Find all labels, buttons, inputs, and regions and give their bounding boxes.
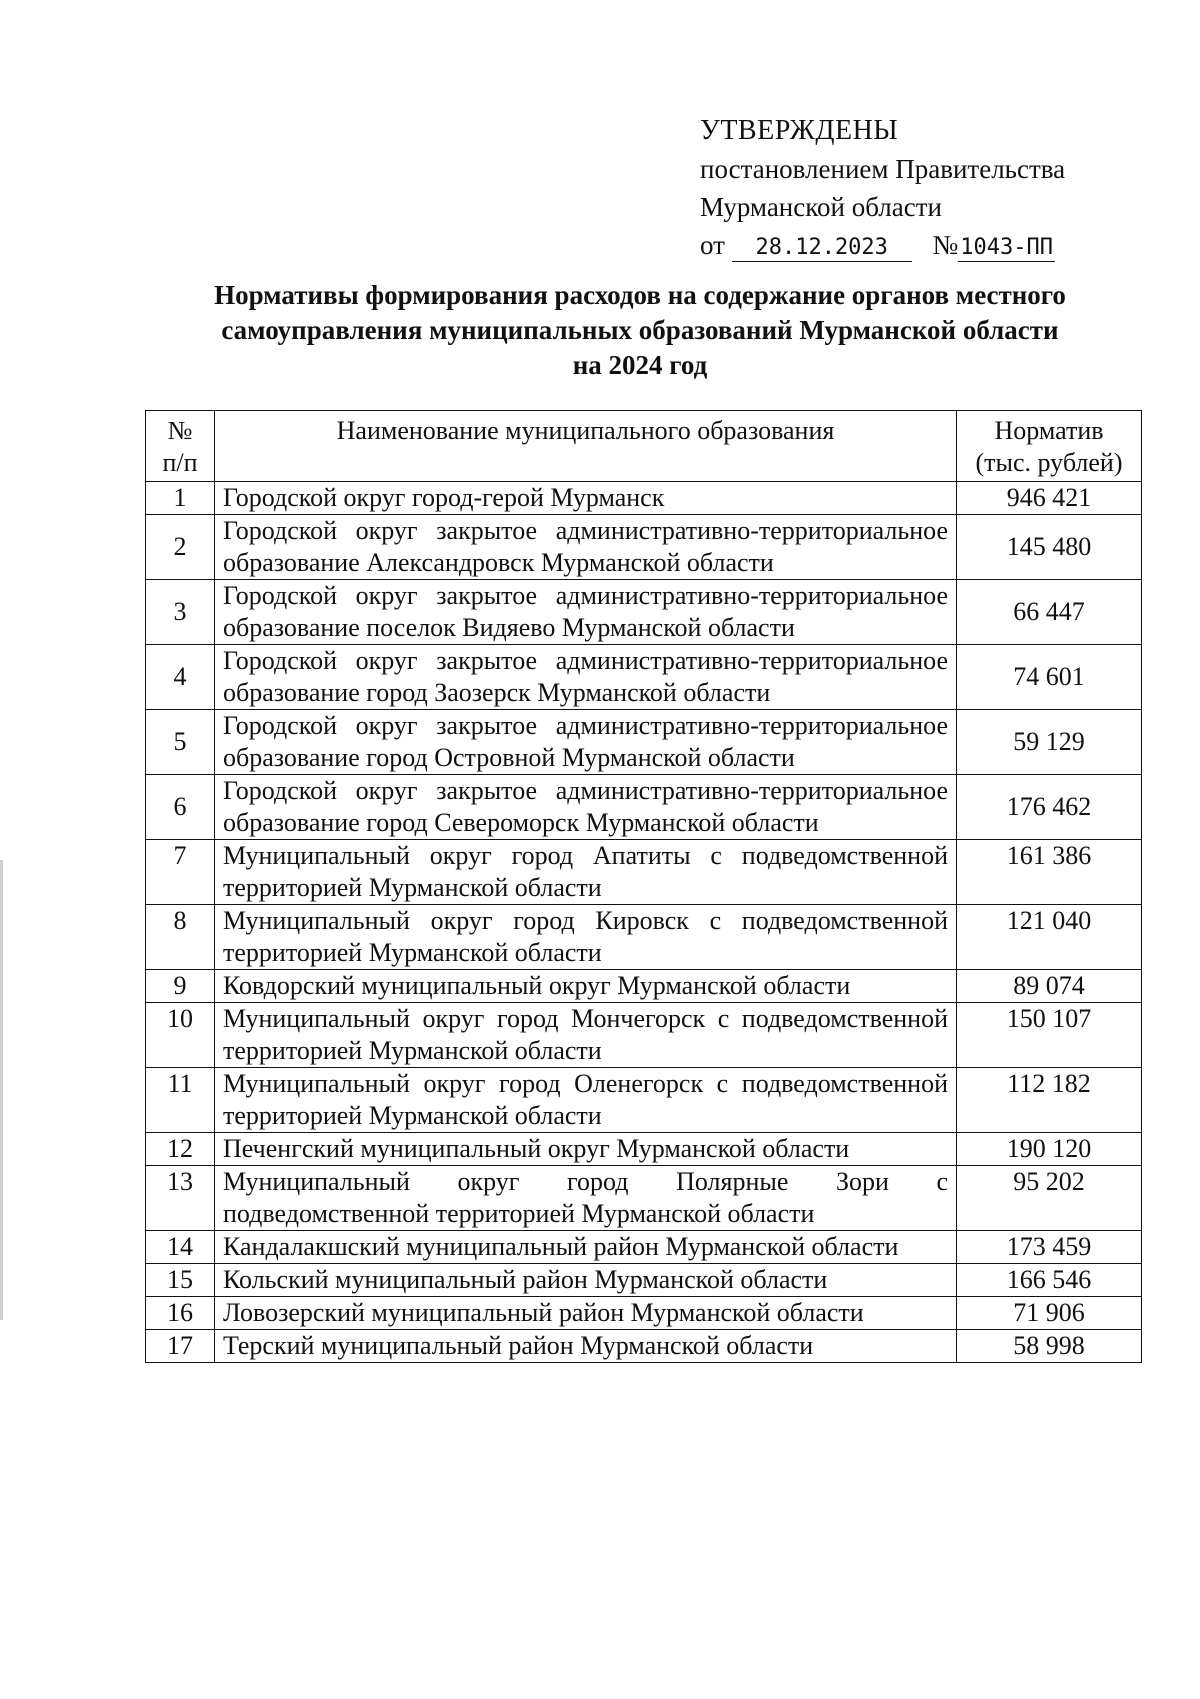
row-norm-value: 121 040 xyxy=(957,905,1142,970)
row-number: 15 xyxy=(146,1264,215,1297)
table-row xyxy=(146,482,1142,515)
row-municipality-name: Муниципальный округ город Полярные Зори с подведомственной территорией Мурманской области xyxy=(215,1166,957,1231)
row-number: 10 xyxy=(146,1003,215,1068)
approval-number: 1043-ПП xyxy=(960,235,1053,260)
row-municipality-name: Ловозерский муниципальный район Мурманской области xyxy=(215,1297,957,1330)
row-number: 14 xyxy=(146,1231,215,1264)
row-municipality-name: Терский муниципальный район Мурманской области xyxy=(215,1330,957,1363)
row-norm-value: 161 386 xyxy=(957,840,1142,905)
row-number: 7 xyxy=(146,840,215,905)
row-number: 9 xyxy=(146,970,215,1003)
approval-stamp xyxy=(700,112,1065,264)
row-norm-value: 166 546 xyxy=(957,1264,1142,1297)
row-norm-value: 112 182 xyxy=(957,1068,1142,1133)
row-norm-value: 74 601 xyxy=(957,645,1142,710)
row-number: 12 xyxy=(146,1133,215,1166)
row-norm-value: 58 998 xyxy=(957,1330,1142,1363)
row-number: 5 xyxy=(146,710,215,775)
header-value: Норматив (тыс. рублей) xyxy=(957,411,1142,482)
row-norm-value: 71 906 xyxy=(957,1297,1142,1330)
row-municipality-name: Ковдорский муниципальный округ Мурманской области xyxy=(215,970,957,1003)
row-norm-value: 173 459 xyxy=(957,1231,1142,1264)
row-number: 6 xyxy=(146,775,215,840)
row-number: 2 xyxy=(146,515,215,580)
approval-date: 28.12.2023 xyxy=(732,235,912,262)
row-number: 13 xyxy=(146,1166,215,1231)
table-row xyxy=(146,1003,1142,1068)
approval-line-1: постановлением Правительства xyxy=(700,154,1066,184)
row-norm-value: 95 202 xyxy=(957,1166,1142,1231)
row-number: 3 xyxy=(146,580,215,645)
row-number: 17 xyxy=(146,1330,215,1363)
table-row xyxy=(146,970,1142,1003)
approval-line-2: Мурманской области xyxy=(700,192,942,222)
row-municipality-name: Городской округ город-герой Мурманск xyxy=(215,482,957,515)
table-row xyxy=(146,840,1142,905)
approval-heading: УТВЕРЖДЕНЫ xyxy=(700,115,899,146)
row-municipality-name: Муниципальный округ город Кировск с подведомственной территорией Мурманской области xyxy=(215,905,957,970)
row-number: 11 xyxy=(146,1068,215,1133)
row-norm-value: 190 120 xyxy=(957,1133,1142,1166)
row-municipality-name: Муниципальный округ город Мончегорск с подведомственной территорией Мурманской области xyxy=(215,1003,957,1068)
row-municipality-name: Кандалакшский муниципальный район Мурманской области xyxy=(215,1231,957,1264)
row-norm-value: 176 462 xyxy=(957,775,1142,840)
table-row xyxy=(146,1330,1142,1363)
norms-table xyxy=(145,410,1142,1363)
row-norm-value: 89 074 xyxy=(957,970,1142,1003)
document-title-line-3: на 2024 год xyxy=(572,350,708,380)
header-num: № п/п xyxy=(146,411,215,482)
table-row xyxy=(146,1297,1142,1330)
table-row xyxy=(146,905,1142,970)
document-title xyxy=(140,278,1140,383)
table-row xyxy=(146,515,1142,580)
scan-edge-mark xyxy=(0,860,3,1320)
row-number: 4 xyxy=(146,645,215,710)
approval-date-line xyxy=(700,226,1065,264)
table-row xyxy=(146,645,1142,710)
approval-date-prefix: от xyxy=(700,230,725,260)
document-title-line-1: Нормативы формирования расходов на содержание органов местного xyxy=(214,280,1066,310)
row-number: 16 xyxy=(146,1297,215,1330)
table-row xyxy=(146,1133,1142,1166)
row-norm-value: 66 447 xyxy=(957,580,1142,645)
table-row xyxy=(146,1166,1142,1231)
table-row xyxy=(146,1264,1142,1297)
row-norm-value: 150 107 xyxy=(957,1003,1142,1068)
row-municipality-name: Городской округ закрытое административно-территориальное образование Александровск Мурманской области xyxy=(215,515,957,580)
table-row xyxy=(146,710,1142,775)
document-title-line-2: самоуправления муниципальных образований Мурманской области xyxy=(221,315,1059,345)
table-row xyxy=(146,1068,1142,1133)
row-norm-value: 946 421 xyxy=(957,482,1142,515)
header-name: Наименование муниципального образования xyxy=(215,411,957,482)
row-municipality-name: Городской округ закрытое административно-территориальное образование поселок Видяево Мурманской области xyxy=(215,580,957,645)
row-number: 8 xyxy=(146,905,215,970)
row-municipality-name: Муниципальный округ город Апатиты с подведомственной территорией Мурманской области xyxy=(215,840,957,905)
table-row xyxy=(146,775,1142,840)
row-norm-value: 59 129 xyxy=(957,710,1142,775)
row-number: 1 xyxy=(146,482,215,515)
row-municipality-name: Кольский муниципальный район Мурманской области xyxy=(215,1264,957,1297)
row-norm-value: 145 480 xyxy=(957,515,1142,580)
row-municipality-name: Городской округ закрытое административно-территориальное образование город Североморск Мурманской области xyxy=(215,775,957,840)
approval-number-prefix: № xyxy=(932,230,959,260)
table-row xyxy=(146,580,1142,645)
row-municipality-name: Печенгский муниципальный округ Мурманской области xyxy=(215,1133,957,1166)
row-municipality-name: Городской округ закрытое административно-территориальное образование город Островной Мурманской области xyxy=(215,710,957,775)
table-row xyxy=(146,1231,1142,1264)
row-municipality-name: Городской округ закрытое административно-территориальное образование город Заозерск Мурманской области xyxy=(215,645,957,710)
row-municipality-name: Муниципальный округ город Оленегорск с подведомственной территорией Мурманской области xyxy=(215,1068,957,1133)
table-header-row xyxy=(146,411,1142,482)
